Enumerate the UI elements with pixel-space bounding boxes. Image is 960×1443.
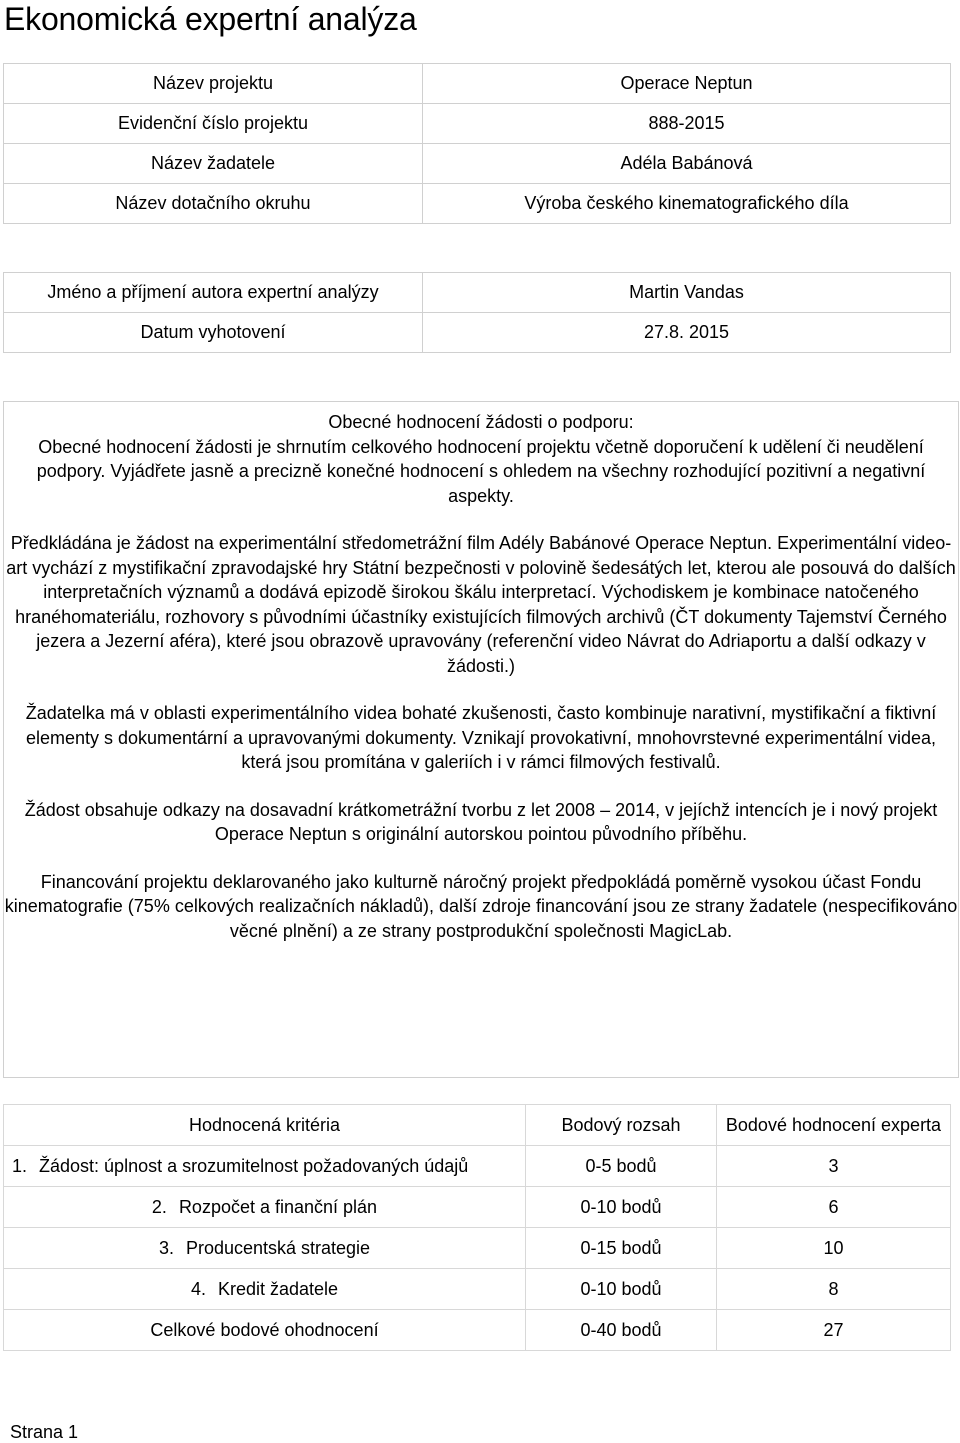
project-number-label: Evidenční číslo projektu [4, 104, 423, 144]
project-name-label: Název projektu [4, 64, 423, 104]
criterion-score: 3 [717, 1146, 951, 1187]
table-row-total [4, 1310, 951, 1351]
criterion-score: 10 [717, 1228, 951, 1269]
criterion-range: 0-15 bodů [526, 1228, 717, 1269]
criterion-index: 4. [190, 1278, 206, 1299]
criterion-range: 0-10 bodů [526, 1269, 717, 1310]
applicant-name-value: Adéla Babánová [423, 144, 951, 184]
author-info-table [3, 272, 951, 353]
criteria-table [3, 1104, 951, 1351]
table-row [4, 64, 951, 104]
criterion-name: Rozpočet a finanční plán [178, 1196, 378, 1217]
total-score: 27 [717, 1310, 951, 1351]
date-value: 27.8. 2015 [423, 313, 951, 353]
table-row [4, 184, 951, 224]
date-label: Datum vyhotovení [4, 313, 423, 353]
table-row [4, 1228, 951, 1269]
criterion-name: Žádost: úplnost a srozumitelnost požadovaných údajů [39, 1155, 469, 1176]
table-row [4, 1269, 951, 1310]
general-evaluation-box [3, 401, 959, 1078]
criterion-cell [4, 1187, 526, 1228]
applicant-name-label: Název žadatele [4, 144, 423, 184]
evaluation-paragraph-3: Žádost obsahuje odkazy na dosavadní krátkometrážní tvorbu z let 2008 – 2014, v jejíchž intencích je i nový projekt Operace Neptun s originální autorskou pointou původního příběhu. [24, 799, 938, 844]
table-row [4, 313, 951, 353]
grant-area-value: Výroba českého kinematografického díla [423, 184, 951, 224]
table-row [4, 1187, 951, 1228]
project-name-value: Operace Neptun [423, 64, 951, 104]
document-title: Ekonomická expertní analýza [4, 1, 417, 37]
grant-area-label: Název dotačního okruhu [4, 184, 423, 224]
criterion-cell [4, 1228, 526, 1269]
evaluation-instructions: Obecné hodnocení žádosti je shrnutím celkového hodnocení projektu včetně doporučení k udělení či neudělení podpory. Vyjádřete jasně a precizně konečné hodnocení s ohledem na všechny rozhodující pozitivní a negativní aspekty. [36, 436, 926, 506]
score-header: Bodové hodnocení experta [717, 1105, 951, 1146]
author-name-label: Jméno a příjmení autora expertní analýzy [4, 273, 423, 313]
evaluation-paragraph-4: Financování projektu deklarovaného jako kulturně náročný projekt předpokládá poměrně vysokou účast Fondu kinematografie (75% celkových realizačních nákladů), další zdroje financování jsou ze strany žadatele (nespecifikováno věcné plnění) a ze strany postprodukční společnosti MagicLab. [4, 871, 958, 941]
total-label: Celkové bodové ohodnocení [4, 1310, 526, 1351]
table-row [4, 144, 951, 184]
criterion-index: 1. [12, 1155, 28, 1176]
criterion-score: 6 [717, 1187, 951, 1228]
criterion-score: 8 [717, 1269, 951, 1310]
project-info-table [3, 63, 951, 224]
table-row [4, 1146, 951, 1187]
author-name-value: Martin Vandas [423, 273, 951, 313]
table-row [4, 104, 951, 144]
criterion-name: Kredit žadatele [217, 1278, 339, 1299]
criterion-range: 0-5 bodů [526, 1146, 717, 1187]
page-number: Strana 1 [10, 1422, 79, 1442]
criterion-range: 0-10 bodů [526, 1187, 717, 1228]
table-row [4, 273, 951, 313]
table-header-row [4, 1105, 951, 1146]
evaluation-heading: Obecné hodnocení žádosti o podporu: [328, 412, 634, 432]
evaluation-paragraph-1: Předkládána je žádost na experimentální středometrážní film Adély Babánové Operace Neptun. Experimentální video-art vychází z mystifikační zpravodajské hry Státní bezpečnosti v polovině šedesátých let, kterou ale posouvá do dalších interpretačních významů a dodává epizodě širokou škálu interpretací. Východiskem je kombinace natočeného hranéhomateriálu, rozhovory s původními účastníky existujících filmových archivů (ČT dokumenty Tajemství Černého jezera a Jezerní aféra), které jsou obrazově upravovány (referenční video Návrat do Adriaportu a další odkazy v žádosti.) [6, 533, 956, 676]
project-number-value: 888-2015 [423, 104, 951, 144]
range-header: Bodový rozsah [526, 1105, 717, 1146]
evaluation-paragraph-2: Žadatelka má v oblasti experimentálního videa bohaté zkušenosti, často kombinuje narativní, mystifikační a fiktivní elementy s dokumentární a upravovanými dokumenty. Vznikají provokativní, mnohovrstevné experimentální videa, která jsou promítána v galeriích i v rámci filmových festivalů. [25, 703, 937, 772]
criterion-cell [4, 1269, 526, 1310]
criterion-cell [4, 1146, 526, 1187]
criterion-index: 3. [158, 1237, 174, 1258]
criterion-name: Producentská strategie [185, 1237, 371, 1258]
total-range: 0-40 bodů [526, 1310, 717, 1351]
criteria-header: Hodnocená kritéria [4, 1105, 526, 1146]
criterion-index: 2. [151, 1196, 167, 1217]
